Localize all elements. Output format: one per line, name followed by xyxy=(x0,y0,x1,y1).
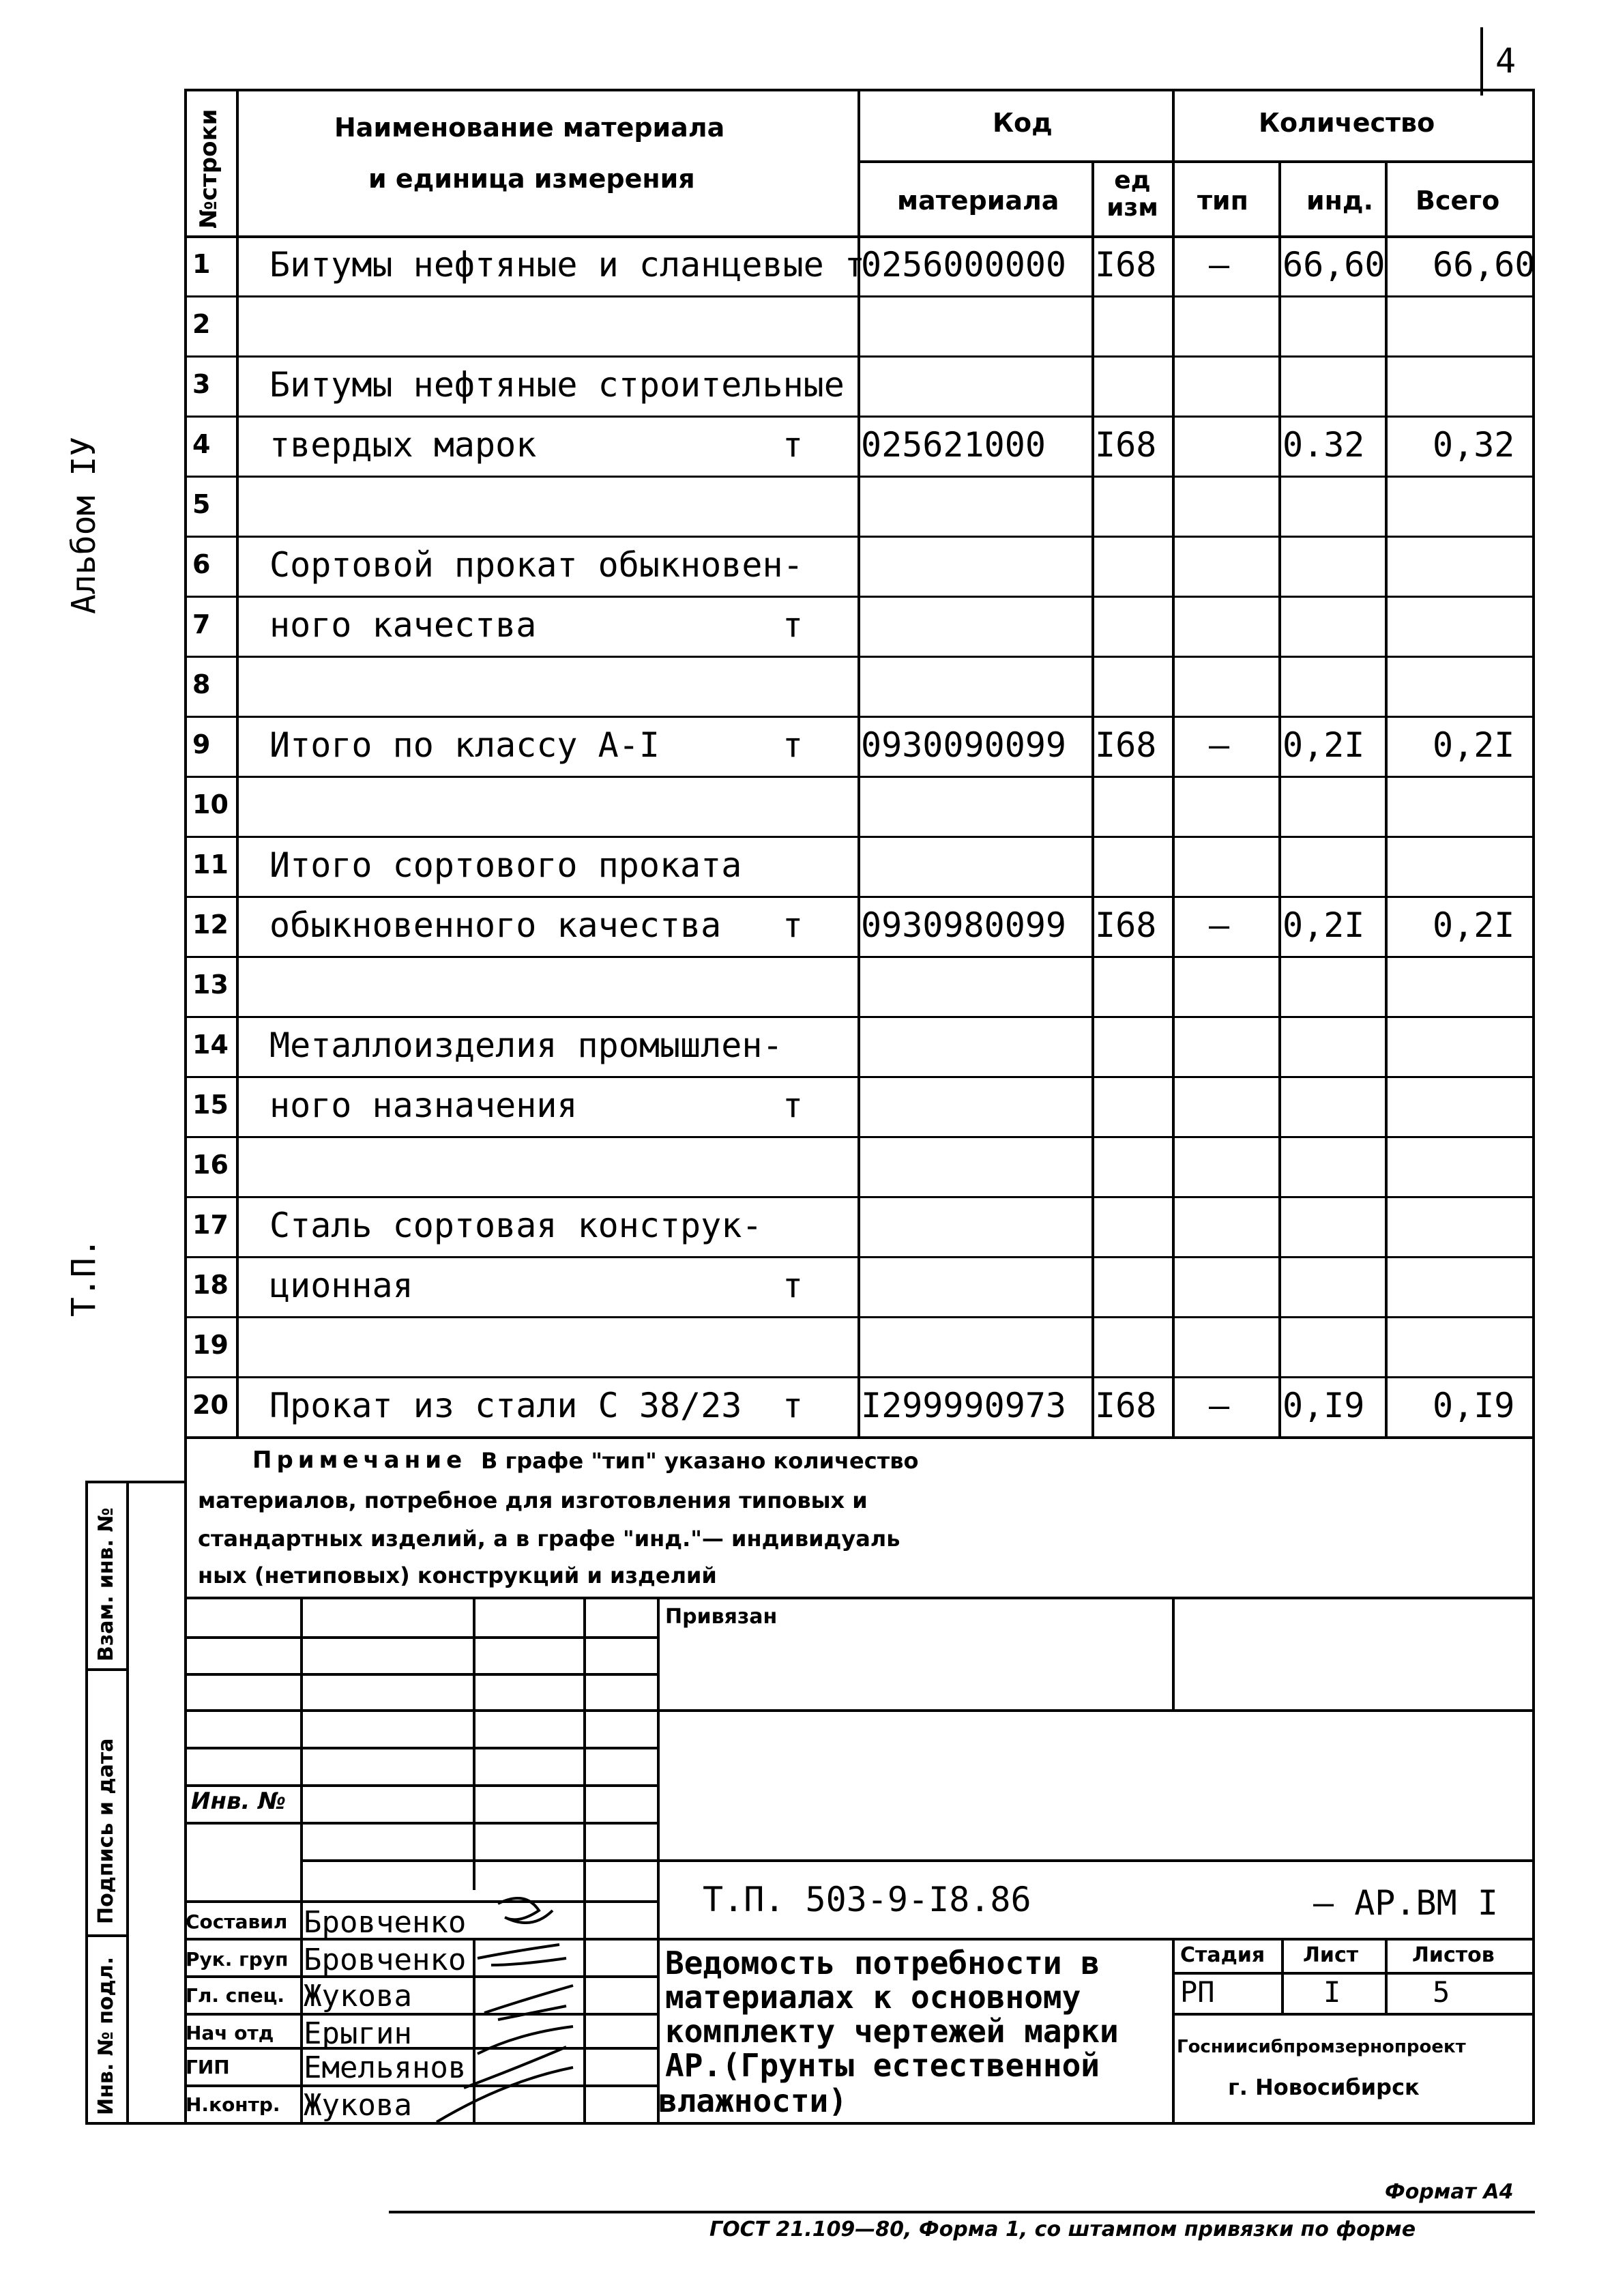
row-number: 18 xyxy=(192,1270,229,1300)
header-material: материала xyxy=(897,186,1059,216)
row-name: ного качества xyxy=(269,605,537,645)
row-code: 0256000000 xyxy=(861,245,1067,285)
row-number: 9 xyxy=(192,729,211,759)
row-unit-mark: т xyxy=(782,725,804,765)
row-number: 10 xyxy=(192,789,229,819)
header-code: Код xyxy=(993,108,1053,138)
row-total: 66,60 xyxy=(1433,245,1536,285)
row-unit: I68 xyxy=(1095,725,1157,765)
row-name: ного назначения xyxy=(269,1086,578,1125)
privyazan-label: Привязан xyxy=(665,1605,778,1629)
row-name: Сталь сортовая конструк- xyxy=(269,1206,763,1245)
row-code: 0930980099 xyxy=(861,905,1067,945)
header-qty: Количество xyxy=(1259,108,1435,138)
row-type: – xyxy=(1209,1386,1230,1425)
sheet-value: I xyxy=(1323,1975,1341,2009)
org-line2: г. Новосибирск xyxy=(1228,2074,1420,2100)
page-number: 4 xyxy=(1495,41,1516,81)
note-line1: В графе "тип" указано количество xyxy=(481,1448,919,1474)
row-name: твердых марок xyxy=(269,425,537,465)
row-ind: 0.32 xyxy=(1283,425,1365,465)
row-ind: 0,2I xyxy=(1283,725,1365,765)
row-number: 14 xyxy=(192,1030,229,1060)
row-unit: I68 xyxy=(1095,905,1157,945)
row-name: Итого по классу А-I xyxy=(269,725,660,765)
row-ind: 0,I9 xyxy=(1283,1386,1365,1425)
gost-label: ГОСТ 21.109—80, Форма 1, со штампом привязки по форме xyxy=(709,2218,1416,2241)
role-label: Гл. спец. xyxy=(186,1984,285,2007)
tp-side-label: Т.П. xyxy=(65,1238,103,1317)
row-number: 2 xyxy=(192,309,211,339)
row-ind: 0,2I xyxy=(1283,905,1365,945)
row-total: 0,2I xyxy=(1433,905,1515,945)
note-label: Примечание xyxy=(252,1447,467,1474)
format-label: Формат А4 xyxy=(1385,2180,1514,2204)
header-ind: инд. xyxy=(1306,186,1374,216)
row-total: 0,32 xyxy=(1433,425,1515,465)
row-type: – xyxy=(1209,725,1230,765)
doc-title-line1: Ведомость потребности в xyxy=(665,1945,1100,1981)
row-type: – xyxy=(1209,905,1230,945)
row-unit-mark: т xyxy=(782,1086,804,1125)
signer-name: Бровченко xyxy=(304,1943,467,1977)
row-number: 15 xyxy=(192,1090,229,1120)
note-line4: ных (нетиповых) конструкций и изделий xyxy=(198,1563,717,1588)
org-line1: Госниисибпромзернопроект xyxy=(1177,2037,1466,2057)
inv-no-label: Инв. № xyxy=(191,1788,287,1815)
row-number: 5 xyxy=(192,489,211,519)
row-number: 3 xyxy=(192,369,211,399)
header-total: Всего xyxy=(1416,186,1500,216)
row-number: 8 xyxy=(192,669,211,699)
doc-title-line3: комплекту чертежей марки xyxy=(665,2013,1119,2050)
row-unit: I68 xyxy=(1095,425,1157,465)
signature-scribbles xyxy=(423,1883,641,2142)
row-unit-mark: т xyxy=(782,1386,804,1425)
row-type: – xyxy=(1209,245,1230,285)
doc-code-left: Т.П. 503-9-I8.86 xyxy=(703,1880,1031,1919)
doc-title-line2: материалах к основному xyxy=(665,1979,1081,2016)
row-number: 6 xyxy=(192,549,211,579)
signer-name: Жукова xyxy=(304,2088,412,2123)
row-name: Металлоизделия промышлен- xyxy=(269,1026,783,1065)
role-label: Н.контр. xyxy=(186,2093,280,2116)
note-line2: материалов, потребное для изготовления типовых и xyxy=(198,1487,868,1513)
row-unit-mark: т xyxy=(782,905,804,945)
row-total: 0,2I xyxy=(1433,725,1515,765)
sheets-header: Листов xyxy=(1412,1943,1495,1967)
row-number: 16 xyxy=(192,1150,229,1180)
row-number: 19 xyxy=(192,1330,229,1360)
doc-code-right: – АР.ВМ I xyxy=(1313,1883,1498,1923)
row-name: Битумы нефтяные строительные xyxy=(269,365,845,405)
header-row-no: №строки xyxy=(195,108,222,229)
signer-name: Емельянов xyxy=(304,2050,467,2085)
role-label: Нач отд xyxy=(186,2022,274,2044)
header-type: тип xyxy=(1197,186,1248,216)
podpis-label: Подпись и дата xyxy=(94,1738,118,1924)
stage-value: РП xyxy=(1180,1975,1215,2009)
row-unit-mark: т xyxy=(782,1266,804,1305)
row-number: 12 xyxy=(192,910,229,940)
album-label: Альбом IУ xyxy=(65,436,103,614)
doc-title-line5: влажности) xyxy=(658,2082,847,2119)
signer-name: Ерыгин xyxy=(304,2016,412,2051)
stage-header: Стадия xyxy=(1180,1943,1265,1967)
note-line3: стандартных изделий, а в графе "инд."— индивидуаль xyxy=(198,1526,900,1552)
doc-title-line4: АР.(Грунты естественной xyxy=(665,2047,1100,2084)
header-name-line2: и единица измерения xyxy=(368,164,695,194)
row-number: 17 xyxy=(192,1210,229,1240)
row-unit-mark: т xyxy=(782,425,804,465)
row-code: 0930090099 xyxy=(861,725,1067,765)
header-unit: ед изм xyxy=(1107,166,1158,222)
row-code: 025621000 xyxy=(861,425,1046,465)
inv-podl-label: Инв. № подл. xyxy=(94,1956,118,2115)
vzam-label: Взам. инв. № xyxy=(94,1507,118,1661)
row-name: Итого сортового проката xyxy=(269,845,742,885)
row-number: 11 xyxy=(192,849,229,880)
row-unit: I68 xyxy=(1095,245,1157,285)
row-code: I299990973 xyxy=(861,1386,1067,1425)
sheets-value: 5 xyxy=(1433,1975,1450,2009)
row-name: Прокат из стали С 38/23 xyxy=(269,1386,742,1425)
row-ind: 66,60 xyxy=(1283,245,1386,285)
row-name: Битумы нефтяные и сланцевые т xyxy=(269,245,865,285)
row-number: 20 xyxy=(192,1390,229,1420)
row-number: 4 xyxy=(192,429,211,459)
role-label: Рук. груп xyxy=(186,1948,289,1971)
row-number: 13 xyxy=(192,970,229,1000)
row-name: обыкновенного качества xyxy=(269,905,722,945)
row-name: ционная xyxy=(269,1266,413,1305)
row-total: 0,I9 xyxy=(1433,1386,1515,1425)
row-unit-mark: т xyxy=(782,605,804,645)
row-number: 1 xyxy=(192,249,211,279)
row-number: 7 xyxy=(192,609,211,639)
row-name: Сортовой прокат обыкновен- xyxy=(269,545,804,585)
signer-name: Жукова xyxy=(304,1979,412,2014)
sheet-header: Лист xyxy=(1303,1943,1359,1967)
role-label: ГИП xyxy=(186,2056,230,2078)
row-unit: I68 xyxy=(1095,1386,1157,1425)
role-label: Составил xyxy=(186,1910,288,1933)
header-name-line1: Наименование материала xyxy=(334,113,725,143)
signer-name: Бровченко xyxy=(304,1905,467,1940)
